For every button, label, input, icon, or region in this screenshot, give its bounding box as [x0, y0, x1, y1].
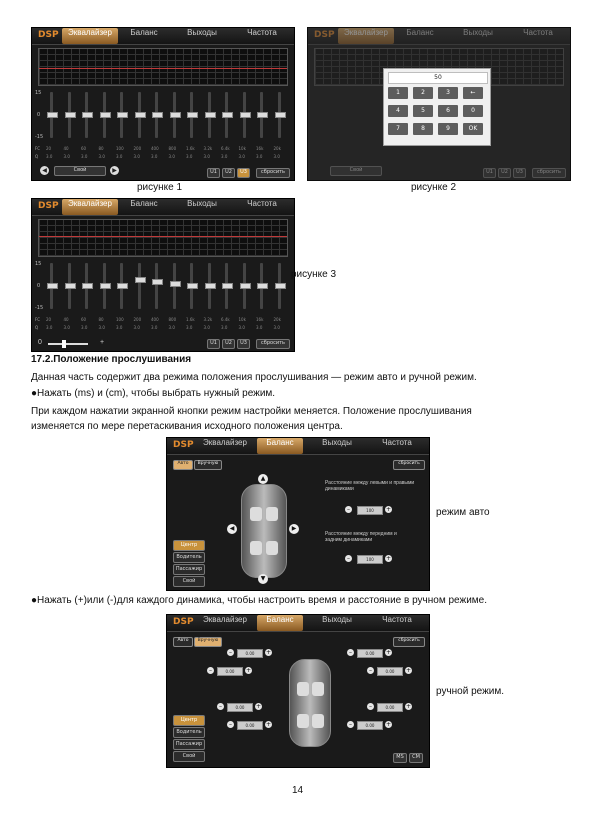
q-cell[interactable]: 3.0 [151, 154, 158, 159]
fc-cell[interactable]: 400 [151, 146, 159, 151]
eq-band-slider[interactable] [103, 263, 106, 309]
q-cell[interactable]: 3.0 [46, 325, 53, 330]
eq-band-slider[interactable] [138, 92, 141, 138]
top-bar [32, 28, 294, 45]
position-driver-button[interactable]: Водитель [173, 727, 205, 738]
speaker-value: 0.00 [377, 667, 403, 676]
eq-band-slider[interactable] [173, 263, 176, 309]
tab-frequency[interactable]: Частота [247, 28, 277, 37]
eq-band-knob[interactable] [170, 281, 181, 287]
tab-balance[interactable]: Баланс [257, 615, 303, 631]
dsp-logo: DSP [38, 30, 59, 40]
top-bar [32, 199, 294, 216]
tab-frequency[interactable]: Частота [523, 28, 553, 37]
q-cell[interactable]: 3.0 [168, 154, 175, 159]
scale-bottom: -15 [35, 134, 44, 140]
eq-band-knob[interactable] [65, 112, 76, 118]
eq-band-slider[interactable] [155, 92, 158, 138]
eq-band-knob[interactable] [257, 112, 268, 118]
fc-cell[interactable]: 100 [116, 317, 124, 322]
keypad-key[interactable]: 4 [388, 105, 408, 117]
eq-curve-graph [38, 48, 288, 86]
tab-equalizer[interactable]: Эквалайзер [203, 438, 247, 447]
tab-outputs[interactable]: Выходы [187, 199, 217, 208]
speaker-value: 0.00 [237, 721, 263, 730]
tab-outputs[interactable]: Выходы [322, 615, 352, 624]
fc-cell[interactable]: 100 [116, 146, 124, 151]
position-custom-button[interactable]: Свой [173, 751, 205, 762]
q-cell[interactable]: 3.0 [221, 154, 228, 159]
fc-cell[interactable]: 3.2k [203, 317, 213, 322]
prev-arrow-icon[interactable]: ◀ [40, 166, 49, 175]
fc-cell[interactable]: 20 [46, 317, 52, 322]
speaker-plus-button[interactable]: + [255, 703, 262, 710]
fr-value: 100 [357, 555, 383, 564]
user-u1-button[interactable]: U1 [207, 168, 220, 178]
q-cell[interactable]: 3.0 [203, 154, 210, 159]
tab-equalizer[interactable]: Эквалайзер [62, 28, 118, 44]
arrow-right-icon[interactable]: ▶ [289, 524, 299, 534]
eq-band-knob[interactable] [170, 112, 181, 118]
paragraph-3b: изменяется по мере перетаскивания исходного положения центра. [31, 421, 343, 432]
tab-balance[interactable]: Баланс [257, 438, 303, 454]
position-center-button[interactable]: Центр [173, 715, 205, 726]
caption-fig3: рисунке 3 [291, 269, 337, 280]
eq-band-slider[interactable] [85, 263, 88, 309]
fc-label: FC [35, 317, 41, 322]
speaker-minus-button[interactable]: – [369, 667, 372, 674]
seat-rear-left [297, 714, 309, 728]
speaker-value: 0.00 [217, 667, 243, 676]
q-cell[interactable]: 3.0 [81, 154, 88, 159]
fc-cell[interactable]: 6.4k [221, 146, 230, 151]
fc-cell[interactable]: 6.4k [221, 317, 230, 322]
position-driver-button[interactable]: Водитель [173, 552, 205, 563]
distance-fr-label: Расстояние между передним и задним динамиками [325, 531, 397, 543]
eq-band-slider[interactable] [278, 263, 281, 309]
reset-button[interactable]: сбросить [256, 339, 290, 349]
fc-cell[interactable]: 10k [238, 317, 246, 322]
mode-manual-button[interactable]: Вручную [194, 637, 222, 647]
user-u3-button[interactable]: U3 [513, 168, 526, 178]
eq-band-knob[interactable] [222, 283, 233, 289]
q-plus[interactable]: + [100, 339, 105, 346]
q-cell[interactable]: 3.0 [273, 325, 280, 330]
numeric-keypad [383, 68, 491, 146]
scale-top: 15 [35, 261, 42, 267]
reset-button[interactable]: сбросить [393, 637, 425, 647]
eq-curve [39, 236, 287, 237]
caption-fig2: рисунке 2 [411, 182, 457, 193]
eq-band-slider[interactable] [120, 263, 123, 309]
q-cell[interactable]: 3.0 [116, 154, 123, 159]
fc-cell[interactable]: 20k [273, 317, 281, 322]
q-cell[interactable]: 3.0 [256, 154, 263, 159]
speaker-value: 0.00 [357, 721, 383, 730]
speaker-plus-button[interactable]: + [265, 721, 272, 728]
eq-screenshot-1 [31, 27, 295, 181]
eq-band-slider[interactable] [68, 92, 71, 138]
user-u1-button[interactable]: U1 [483, 168, 496, 178]
eq-band-slider[interactable] [260, 263, 263, 309]
arrow-down-icon[interactable]: ▼ [258, 574, 268, 584]
next-arrow-icon[interactable]: ▶ [110, 166, 119, 175]
unit-ms-button[interactable]: MS [393, 753, 407, 763]
preset-select[interactable]: Свой [54, 166, 106, 176]
speaker-plus-button[interactable]: + [405, 703, 412, 710]
speaker-value: 0.00 [227, 703, 253, 712]
q-cell[interactable]: 3.0 [133, 154, 140, 159]
keypad-key[interactable]: 1 [388, 87, 408, 99]
eq-band-knob[interactable] [240, 112, 251, 118]
eq-band-slider[interactable] [138, 263, 141, 309]
q-label: Q [35, 154, 39, 159]
eq-band-slider[interactable] [225, 263, 228, 309]
q-cell[interactable]: 3.0 [238, 154, 245, 159]
fc-cell[interactable]: 40 [63, 146, 69, 151]
reset-button[interactable]: сбросить [256, 168, 290, 178]
fc-cell[interactable]: 1.6k [186, 146, 195, 151]
speaker-plus-button[interactable]: + [405, 667, 412, 674]
tab-frequency[interactable]: Частота [382, 438, 412, 447]
q-cell[interactable]: 3.0 [273, 154, 280, 159]
arrow-left-icon[interactable]: ◀ [227, 524, 237, 534]
caption-manual: ручной режим. [436, 686, 505, 697]
keypad-display: 50 [388, 72, 488, 84]
fc-cell[interactable]: 20k [273, 146, 281, 151]
mode-manual-button[interactable]: Вручную [194, 460, 222, 470]
eq-band-knob[interactable] [65, 283, 76, 289]
q-cell[interactable]: 3.0 [46, 154, 53, 159]
eq-band-slider[interactable] [225, 92, 228, 138]
seat-front-right [312, 682, 324, 696]
keypad-key[interactable]: 3 [438, 87, 458, 99]
seat-front-right [266, 507, 278, 521]
keypad-key[interactable]: OK [463, 123, 483, 135]
arrow-up-icon[interactable]: ▲ [258, 474, 268, 484]
eq-band-knob[interactable] [82, 283, 93, 289]
speaker-minus-button[interactable]: – [229, 721, 232, 728]
eq-band-knob[interactable] [117, 283, 128, 289]
speaker-minus-button[interactable]: – [229, 649, 232, 656]
lr-minus-button[interactable]: – [347, 506, 350, 513]
q-cell[interactable]: 3.0 [116, 325, 123, 330]
car-top-view [241, 484, 287, 578]
seat-rear-left [250, 541, 262, 555]
tab-outputs[interactable]: Выходы [187, 28, 217, 37]
seat-rear-right [266, 541, 278, 555]
paragraph-2: ●Нажать (ms) и (cm), чтобы выбрать нужный режим. [31, 388, 276, 399]
preset-select[interactable]: Свой [330, 166, 382, 176]
q-cell[interactable]: 3.0 [186, 154, 193, 159]
eq-band-knob[interactable] [240, 283, 251, 289]
dsp-logo: DSP [173, 617, 194, 627]
top-bar [167, 438, 429, 455]
keypad-key[interactable]: 9 [438, 123, 458, 135]
position-passenger-button[interactable]: Пассажир [173, 739, 205, 750]
keypad-key[interactable]: 8 [413, 123, 433, 135]
tab-equalizer[interactable]: Эквалайзер [62, 199, 118, 215]
balance-manual-screenshot [166, 614, 430, 768]
q-cell[interactable]: 3.0 [133, 325, 140, 330]
speaker-value: 0.00 [377, 703, 403, 712]
eq-band-knob[interactable] [187, 283, 198, 289]
eq-band-knob[interactable] [117, 112, 128, 118]
eq-curve-graph [38, 219, 288, 257]
eq-band-slider[interactable] [120, 92, 123, 138]
keypad-key[interactable]: 0 [463, 105, 483, 117]
speaker-minus-button[interactable]: – [349, 721, 352, 728]
q-slider-thumb[interactable] [62, 340, 66, 348]
speaker-minus-button[interactable]: – [219, 703, 222, 710]
eq-band-knob[interactable] [100, 112, 111, 118]
fc-cell[interactable]: 40 [63, 317, 69, 322]
eq-band-knob[interactable] [47, 283, 58, 289]
dsp-logo: DSP [314, 30, 335, 40]
fc-cell[interactable]: 20 [46, 146, 52, 151]
eq-band-knob[interactable] [152, 112, 163, 118]
position-custom-button[interactable]: Свой [173, 576, 205, 587]
q-cell[interactable]: 3.0 [221, 325, 228, 330]
unit-cm-button[interactable]: CM [409, 753, 423, 763]
eq-band-slider[interactable] [68, 263, 71, 309]
tab-frequency[interactable]: Частота [382, 615, 412, 624]
speaker-minus-button[interactable]: – [369, 703, 372, 710]
speaker-minus-button[interactable]: – [209, 667, 212, 674]
fc-cell[interactable]: 200 [133, 317, 142, 322]
eq-band-knob[interactable] [275, 112, 286, 118]
tab-balance[interactable]: Баланс [406, 28, 434, 37]
user-u2-button[interactable]: U2 [498, 168, 511, 178]
eq-band-knob[interactable] [222, 112, 233, 118]
eq-band-knob[interactable] [100, 283, 111, 289]
speaker-minus-button[interactable]: – [349, 649, 352, 656]
car-top-view [289, 659, 331, 747]
eq-band-slider[interactable] [85, 92, 88, 138]
fc-cell[interactable]: 80 [98, 146, 104, 151]
fc-cell[interactable]: 3.2k [203, 146, 213, 151]
eq-band-knob[interactable] [187, 112, 198, 118]
paragraph-1: Данная часть содержит два режима положения прослушивания — режим авто и ручной режим. [31, 372, 477, 383]
eq-band-knob[interactable] [275, 283, 286, 289]
keypad-key[interactable]: 7 [388, 123, 408, 135]
scale-mid: 0 [37, 112, 41, 118]
fr-minus-button[interactable]: – [347, 555, 350, 562]
eq-band-knob[interactable] [47, 112, 58, 118]
eq-band-slider[interactable] [190, 92, 193, 138]
top-bar [308, 28, 570, 45]
eq-band-knob[interactable] [257, 283, 268, 289]
tab-balance[interactable]: Баланс [130, 199, 158, 208]
scale-bottom: -15 [35, 305, 44, 311]
eq-band-slider[interactable] [243, 92, 246, 138]
paragraph-4: ●Нажать (+)или (-)для каждого динамика, чтобы настроить время и расстояние в ручном режиме. [31, 595, 487, 606]
eq-band-slider[interactable] [155, 263, 158, 309]
fc-cell[interactable]: 800 [168, 317, 177, 322]
reset-button[interactable]: сбросить [393, 460, 425, 470]
fc-cell[interactable]: 400 [151, 317, 159, 322]
keypad-key[interactable]: 6 [438, 105, 458, 117]
seat-front-left [297, 682, 309, 696]
eq-band-knob[interactable] [205, 112, 216, 118]
fc-cell[interactable]: 60 [81, 146, 87, 151]
q-slider[interactable] [48, 343, 88, 345]
eq-band-slider[interactable] [103, 92, 106, 138]
speaker-value: 0.00 [357, 649, 383, 658]
eq-band-knob[interactable] [205, 283, 216, 289]
keypad-key[interactable]: 5 [413, 105, 433, 117]
eq-band-knob[interactable] [152, 279, 163, 285]
mode-auto-button[interactable]: Авто [173, 460, 193, 470]
speaker-plus-button[interactable]: + [385, 649, 392, 656]
q-cell[interactable]: 3.0 [256, 325, 263, 330]
speaker-plus-button[interactable]: + [245, 667, 252, 674]
tab-outputs[interactable]: Выходы [322, 438, 352, 447]
caption-auto: режим авто [436, 507, 490, 518]
caption-fig1: рисунке 1 [137, 182, 183, 193]
eq-band-slider[interactable] [260, 92, 263, 138]
eq-band-knob[interactable] [135, 112, 146, 118]
fc-cell[interactable]: 60 [81, 317, 87, 322]
eq-screenshot-3 [31, 198, 295, 352]
dsp-logo: DSP [173, 440, 194, 450]
fc-label: FC [35, 146, 41, 151]
tab-equalizer[interactable]: Эквалайзер [338, 28, 394, 44]
user-u3-button[interactable]: U3 [237, 339, 250, 349]
eq-band-slider[interactable] [278, 92, 281, 138]
distance-lr-label: Расстояние между левыми и правыми динамиками [325, 480, 415, 492]
eq-band-slider[interactable] [243, 263, 246, 309]
q-cell[interactable]: 3.0 [203, 325, 210, 330]
fc-cell[interactable]: 1.6k [186, 317, 195, 322]
keypad-key[interactable]: ← [463, 87, 483, 99]
tab-equalizer[interactable]: Эквалайзер [203, 615, 247, 624]
q-cell[interactable]: 3.0 [63, 325, 70, 330]
seat-front-left [250, 507, 262, 521]
dsp-logo: DSP [38, 201, 59, 211]
page-number: 14 [291, 785, 304, 796]
eq-band-slider[interactable] [190, 263, 193, 309]
eq-band-slider[interactable] [208, 263, 211, 309]
position-center-button[interactable]: Центр [173, 540, 205, 551]
eq-curve [39, 68, 287, 69]
section-heading: 17.2.Положение прослушивания [31, 354, 192, 365]
q-cell[interactable]: 3.0 [168, 325, 175, 330]
q-cell[interactable]: 3.0 [98, 325, 105, 330]
speaker-plus-button[interactable]: + [265, 649, 272, 656]
mode-auto-button[interactable]: Авто [173, 637, 193, 647]
fc-cell[interactable]: 16k [256, 317, 264, 322]
lr-plus-button[interactable]: + [385, 506, 392, 513]
q-minus[interactable]: 0 [38, 339, 42, 346]
q-cell[interactable]: 3.0 [186, 325, 193, 330]
q-cell[interactable]: 3.0 [81, 325, 88, 330]
q-cell[interactable]: 3.0 [238, 325, 245, 330]
fc-cell[interactable]: 800 [168, 146, 177, 151]
eq-band-slider[interactable] [50, 263, 53, 309]
fr-plus-button[interactable]: + [385, 555, 392, 562]
eq-band-slider[interactable] [173, 92, 176, 138]
seat-rear-right [312, 714, 324, 728]
fc-cell[interactable]: 200 [133, 146, 142, 151]
fc-cell[interactable]: 16k [256, 146, 264, 151]
user-u2-button[interactable]: U2 [222, 339, 235, 349]
speaker-value: 0.00 [237, 649, 263, 658]
scale-mid: 0 [37, 283, 41, 289]
q-label: Q [35, 325, 39, 330]
user-u3-button[interactable]: U3 [237, 168, 250, 178]
reset-button[interactable]: сбросить [532, 168, 566, 178]
fc-cell[interactable]: 10k [238, 146, 246, 151]
fc-cell[interactable]: 80 [98, 317, 104, 322]
eq-band-slider[interactable] [50, 92, 53, 138]
speaker-plus-button[interactable]: + [385, 721, 392, 728]
tab-balance[interactable]: Баланс [130, 28, 158, 37]
eq-band-knob[interactable] [135, 277, 146, 283]
paragraph-3a: При каждом нажатии экранной кнопки режим настройки меняется. Положение прослушивания [31, 406, 472, 417]
top-bar [167, 615, 429, 632]
eq-screenshot-2 [307, 27, 571, 181]
lr-value: 100 [357, 506, 383, 515]
tab-frequency[interactable]: Частота [247, 199, 277, 208]
balance-auto-screenshot [166, 437, 430, 591]
scale-top: 15 [35, 90, 42, 96]
tab-outputs[interactable]: Выходы [463, 28, 493, 37]
user-u1-button[interactable]: U1 [207, 339, 220, 349]
keypad-key[interactable]: 2 [413, 87, 433, 99]
position-passenger-button[interactable]: Пассажир [173, 564, 205, 575]
eq-band-slider[interactable] [208, 92, 211, 138]
user-u2-button[interactable]: U2 [222, 168, 235, 178]
eq-band-knob[interactable] [82, 112, 93, 118]
q-cell[interactable]: 3.0 [63, 154, 70, 159]
q-cell[interactable]: 3.0 [98, 154, 105, 159]
q-cell[interactable]: 3.0 [151, 325, 158, 330]
